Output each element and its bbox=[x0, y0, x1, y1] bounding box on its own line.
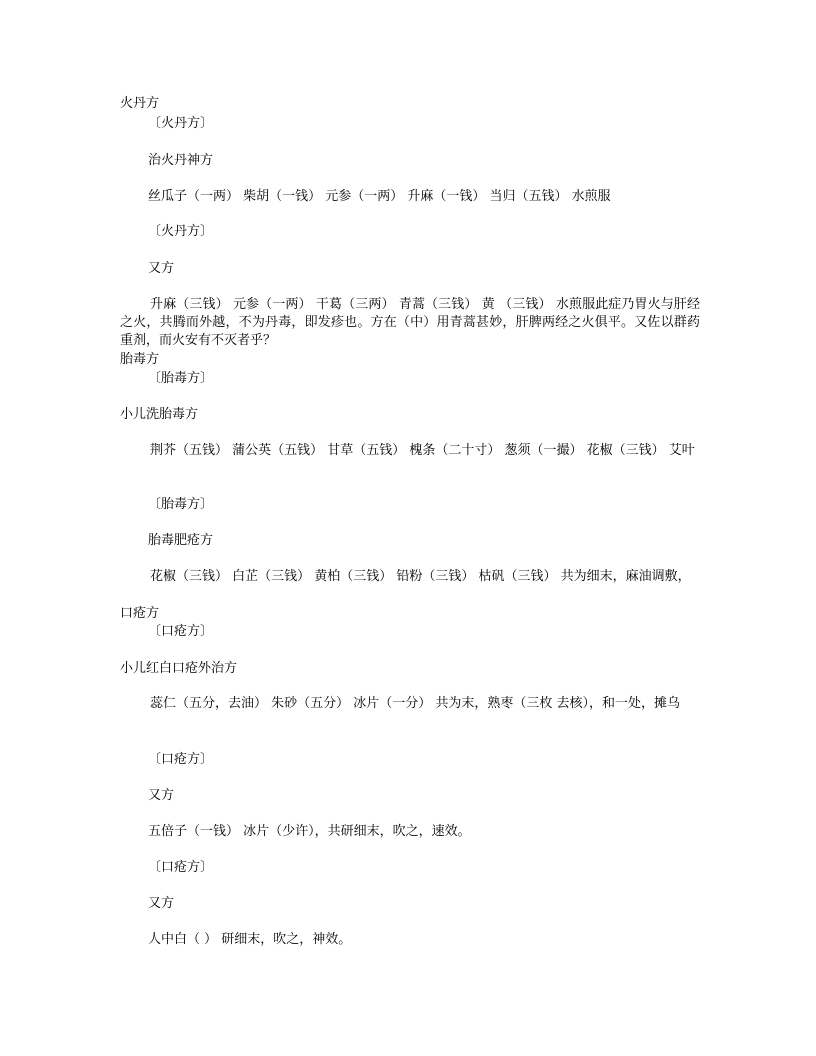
category-label: 〔口疮方〕 bbox=[148, 624, 214, 639]
recipe-title: 小儿红白口疮外治方 bbox=[120, 661, 238, 676]
recipe-text: 荆芥（五钱） 蒲公英（五钱） 甘草（五钱） 槐条（二十寸） 葱须（一撮） 花椒（三钱） 艾叶 bbox=[150, 443, 695, 458]
category-label: 〔口疮方〕 bbox=[148, 860, 214, 875]
recipe-paragraph bbox=[120, 568, 700, 586]
recipe-title: 又方 bbox=[148, 261, 175, 276]
category-label: 〔口疮方〕 bbox=[148, 752, 214, 767]
section-heading: 口疮方 bbox=[120, 606, 160, 621]
recipe-text: 蕊仁（五分，去油） 朱砂（五分） 冰片（一分） 共为末，熟枣（三枚 去核），和一处，摊乌 bbox=[150, 696, 681, 711]
recipe-paragraph bbox=[120, 695, 700, 713]
recipe-paragraph bbox=[120, 442, 700, 460]
recipe-ingredients: 丝瓜子（一两） 柴胡（一钱） 元参（一两） 升麻（一钱） 当归（五钱） 水煎服 bbox=[148, 189, 611, 204]
recipe-title: 小儿洗胎毒方 bbox=[120, 407, 199, 422]
recipe-text: 人中白（ ） 研细末，吹之，神效。 bbox=[148, 932, 352, 947]
recipe-text: 升麻（三钱） 元参（一两） 干葛（三两） 青蒿（三钱） 黄 （三钱） 水煎服此症乃胃火与肝经之火，共腾而外越，不为丹毒，即发疹也。方在（中）用青蒿甚妙，肝脾两经之火俱平。又佐以群药重剂，而火安有不灭者乎？ bbox=[120, 297, 700, 348]
recipe-text: 五倍子（一钱） 冰片（少许），共研细末，吹之，速效。 bbox=[148, 824, 471, 839]
recipe-title: 又方 bbox=[148, 896, 175, 911]
recipe-title: 胎毒肥疮方 bbox=[148, 533, 214, 548]
section-heading: 胎毒方 bbox=[120, 352, 160, 367]
recipe-title: 治火丹神方 bbox=[148, 153, 214, 168]
category-label: 〔火丹方〕 bbox=[148, 224, 214, 239]
category-label: 〔胎毒方〕 bbox=[148, 497, 214, 512]
recipe-title: 又方 bbox=[148, 788, 175, 803]
recipe-text: 花椒（三钱） 白芷（三钱） 黄柏（三钱） 铅粉（三钱） 枯矾（三钱） 共为细末，麻油调敷， bbox=[150, 569, 691, 584]
category-label: 〔胎毒方〕 bbox=[148, 371, 214, 386]
recipe-paragraph bbox=[120, 296, 700, 350]
category-label: 〔火丹方〕 bbox=[148, 116, 214, 131]
section-heading: 火丹方 bbox=[120, 96, 160, 111]
